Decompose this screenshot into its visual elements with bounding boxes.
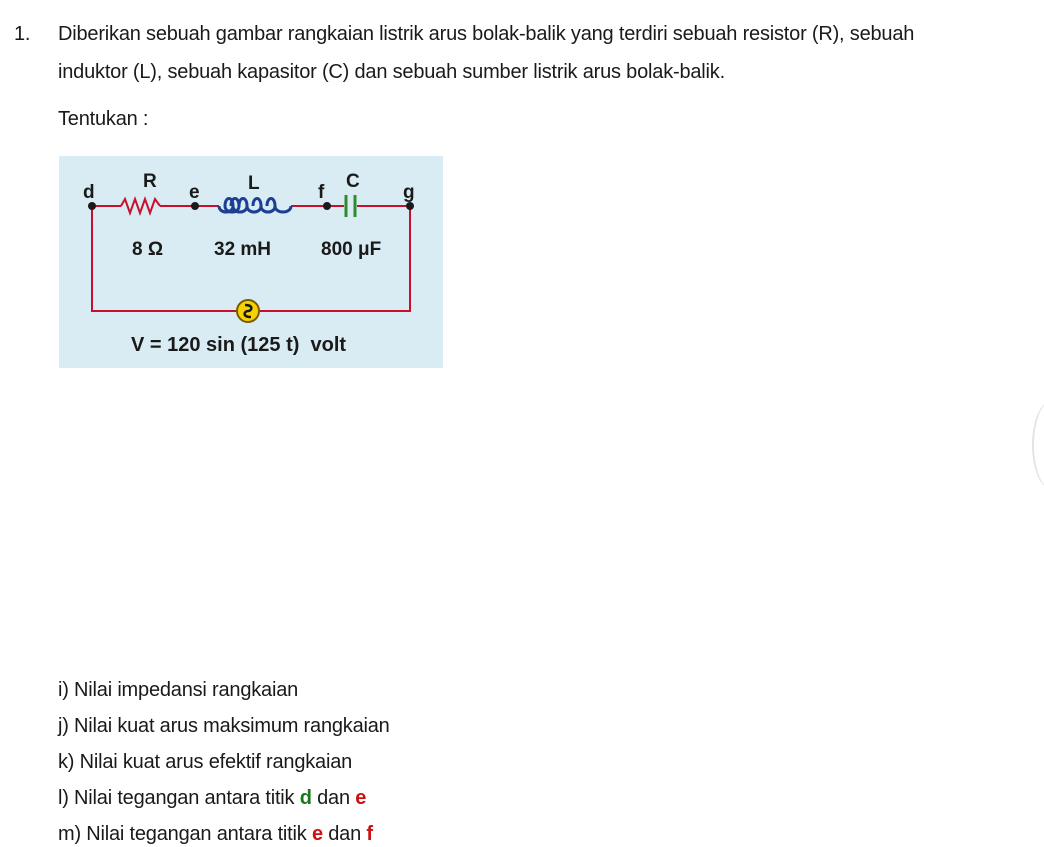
item-m xyxy=(58,822,373,846)
value-inductor: 32 mH xyxy=(214,239,272,260)
item-j: j) Nilai kuat arus maksimum rangkaian xyxy=(58,715,390,737)
label-inductor-L: L xyxy=(248,173,260,194)
circuit-diagram xyxy=(59,156,443,368)
node-dot-d xyxy=(88,202,96,210)
item-k: k) Nilai kuat arus efektif rangkaian xyxy=(58,751,353,773)
question-text-line-2: induktor (L), sebuah kapasitor (C) dan sebuah sumber listrik arus bolak-balik. xyxy=(58,61,725,83)
item-m-prefix: m) Nilai tegangan antara titik xyxy=(58,823,312,845)
value-capacitor: 800 μF xyxy=(321,239,382,260)
circuit-svg xyxy=(59,156,443,368)
label-point-g: g xyxy=(403,182,415,203)
edge-decoration xyxy=(1032,400,1044,490)
item-m-mid: dan xyxy=(322,823,367,845)
label-point-e: e xyxy=(189,182,200,203)
label-capacitor-C: C xyxy=(346,171,360,192)
node-dot-g xyxy=(406,202,414,210)
ac-source-icon xyxy=(237,300,259,322)
question-number: 1. xyxy=(14,23,31,45)
label-resistor-R: R xyxy=(143,171,157,192)
item-m-point-e: e xyxy=(311,823,323,845)
label-point-d: d xyxy=(83,182,95,203)
item-l-point-d: d xyxy=(299,787,312,809)
inductor-coil xyxy=(219,199,291,213)
item-l-mid: dan xyxy=(311,787,356,809)
label-point-f: f xyxy=(318,182,325,203)
node-dot-f xyxy=(323,202,331,210)
value-resistor: 8 Ω xyxy=(132,239,164,260)
capacitor-plates xyxy=(346,195,355,217)
item-i: i) Nilai impedansi rangkaian xyxy=(58,679,299,701)
item-l-point-e: e xyxy=(355,787,367,809)
resistor-zigzag xyxy=(121,199,160,213)
source-equation: V = 120 sin (125 t) volt xyxy=(131,334,347,356)
question-text-line-1: Diberikan sebuah gambar rangkaian listrik arus bolak-balik yang terdiri sebuah resistor (R), sebuah xyxy=(58,23,915,45)
node-dot-e xyxy=(191,202,199,210)
item-m-point-f: f xyxy=(366,823,373,845)
tentukan-label: Tentukan : xyxy=(58,108,149,130)
item-l-prefix: l) Nilai tegangan antara titik xyxy=(58,787,300,809)
item-l xyxy=(58,786,366,810)
